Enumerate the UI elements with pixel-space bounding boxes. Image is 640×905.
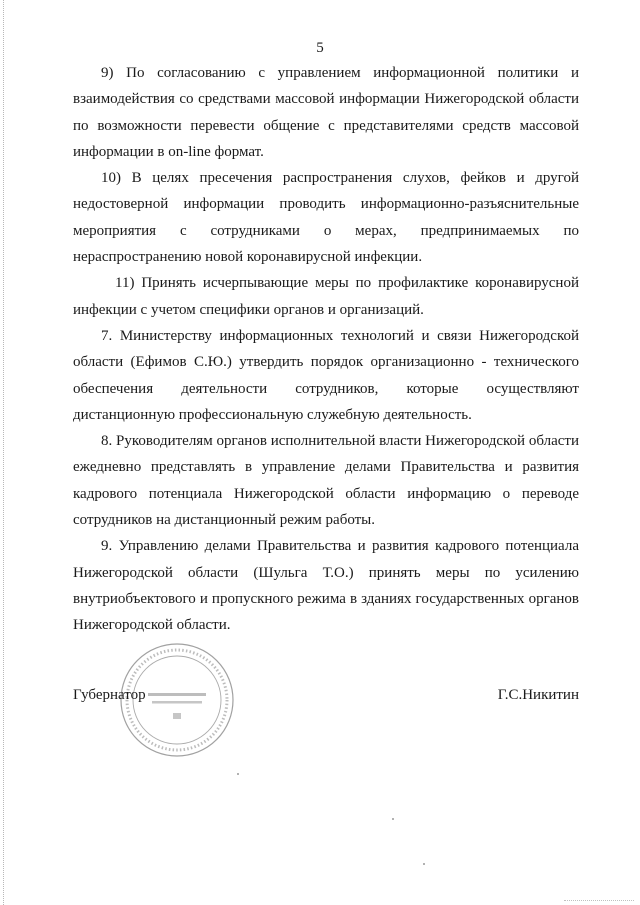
signature-title: Губернатор	[73, 687, 146, 703]
scan-speck	[237, 773, 239, 775]
paragraph-clause-8: 8. Руководителям органов исполнительной власти Нижегородской области ежедневно представлять в управление делами Правительства и развития кадрового потенциала Нижегородской области информацию о переводе сотрудников на дистанционный режим работы.	[73, 433, 579, 529]
page-number: 5	[316, 40, 324, 56]
paragraph-item-10-rumors: 10) В целях пресечения распространения слухов, фейков и другой недостоверной информации проводить информационно-разъяснительные мероприятия с сотрудниками о мерах, предпринимаемых по нераспространению новой коронавирусной инфекции.	[73, 170, 579, 266]
document-body	[73, 60, 579, 639]
page-left-edge	[3, 0, 4, 905]
paragraph-item-11-prevention: 11) Принять исчерпывающие меры по профилактике коронавирусной инфекции с учетом специфики органов и организаций.	[73, 275, 579, 318]
signature-block	[73, 682, 579, 708]
paragraph-clause-7: 7. Министерству информационных технологий и связи Нижегородской области (Ефимов С.Ю.) утвердить порядок организационно - технического обеспечения деятельности сотрудников, которые осуществляют дистанционную профессиональную служебную деятельность.	[73, 327, 579, 423]
scan-edge-dots	[564, 900, 634, 901]
signature-name: Г.С.Никитин	[497, 687, 579, 703]
paragraph-clause-9: 9. Управлению делами Правительства и развития кадрового потенциала Нижегородской области (Шульга Т.О.) принять меры по усилению внутриобъектового и пропускного режима в зданиях государственных органов Нижегородской области.	[73, 538, 579, 634]
scan-speck	[423, 863, 425, 865]
paragraph-item-9-media: 9) По согласованию с управлением информационной политики и взаимодействия со средствами массовой информации Нижегородской области по возможности перевести общение с представителями средств массовой информации в on-line формат.	[73, 65, 579, 160]
scan-speck	[392, 818, 394, 820]
